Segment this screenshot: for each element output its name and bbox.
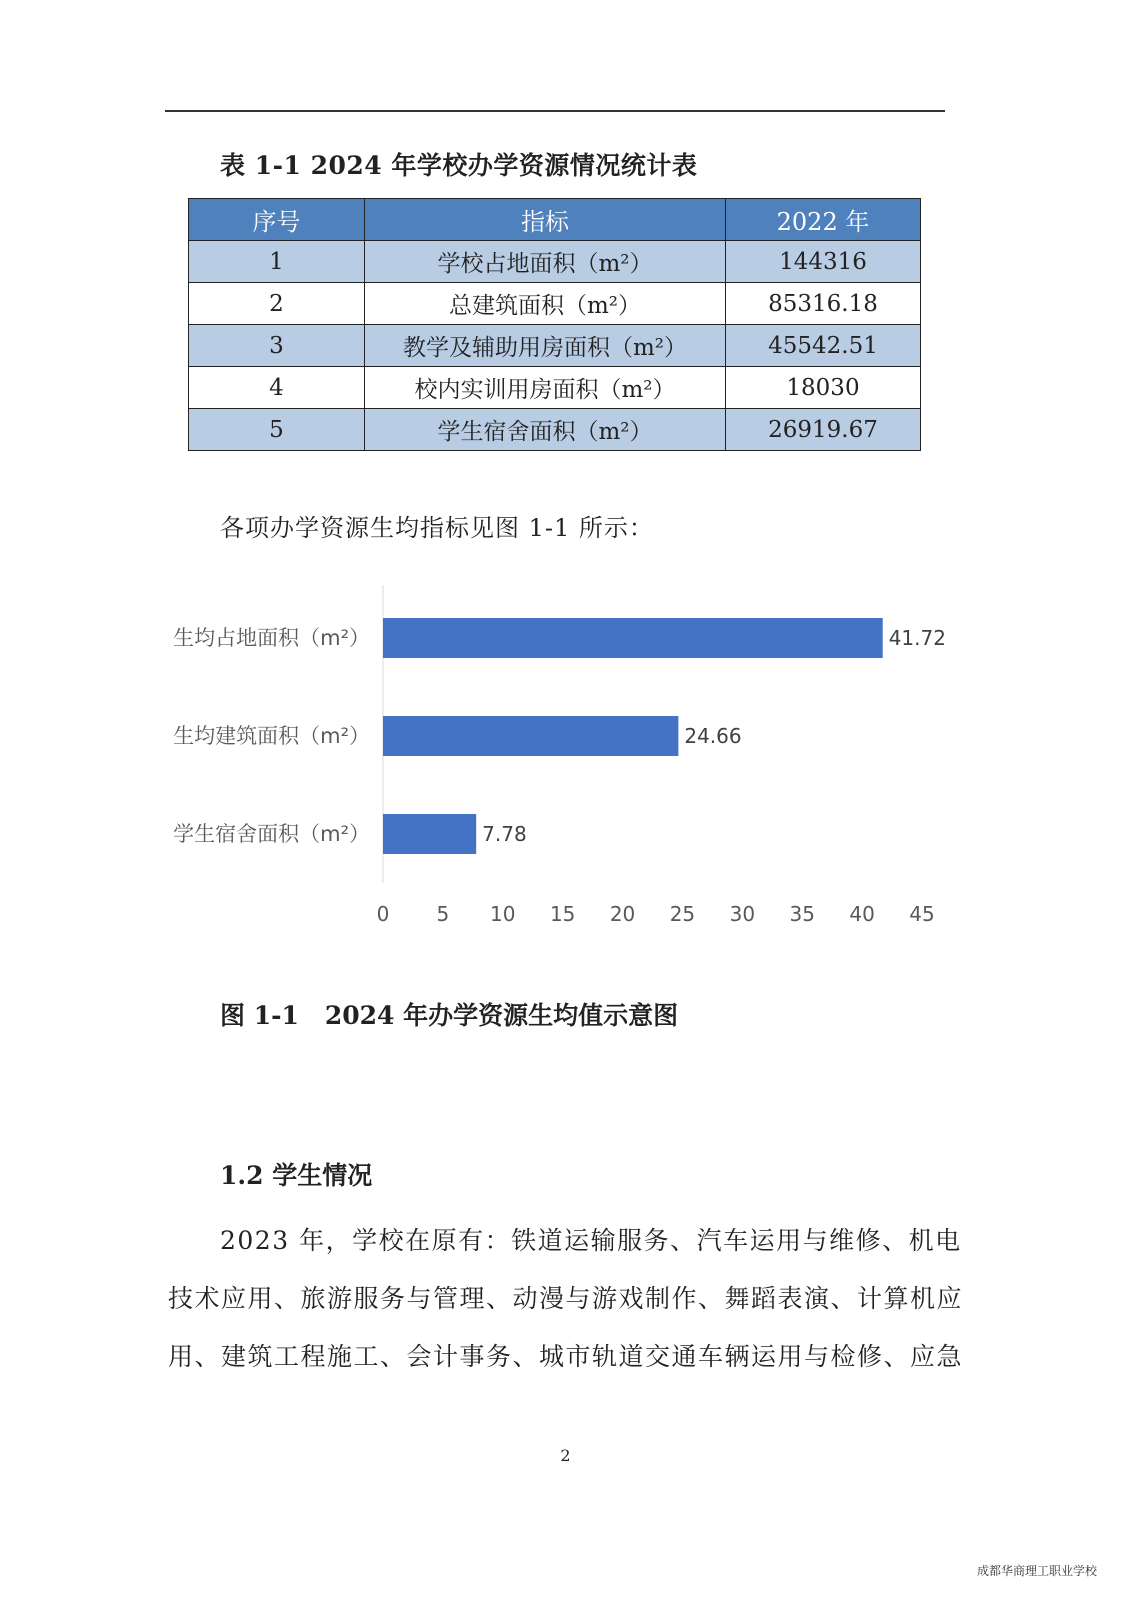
chart-tick-label: 45	[909, 902, 935, 926]
figure-title: 2024 年办学资源生均值示意图	[324, 1001, 679, 1030]
cell-value: 85316.18	[726, 283, 921, 325]
chart-tick-label: 10	[490, 902, 516, 926]
chart-data-label: 41.72	[888, 626, 946, 650]
page-number: 2	[560, 1446, 571, 1465]
cell-value: 18030	[726, 367, 921, 409]
chart-tick-label: 30	[729, 902, 756, 926]
cell-index: 5	[189, 409, 365, 451]
table-header-row	[189, 199, 921, 241]
section-heading: 1.2 学生情况	[220, 1161, 373, 1190]
body-text-line: 2023 年，学校在原有：铁道运输服务、汽车运用与维修、机电	[220, 1226, 962, 1255]
cell-indicator: 学校占地面积（m²）	[365, 241, 726, 283]
chart-data-label: 24.66	[684, 724, 742, 748]
cell-index: 3	[189, 325, 365, 367]
header-index: 序号	[189, 199, 365, 241]
resource-table	[188, 198, 921, 451]
chart-bar	[383, 618, 883, 658]
chart-tick-label: 0	[376, 902, 390, 926]
cell-value: 45542.51	[726, 325, 921, 367]
chart-data-label: 7.78	[482, 822, 527, 846]
table-caption: 表 1-1 2024 年学校办学资源情况统计表	[220, 151, 698, 180]
body-text-line: 技术应用、旅游服务与管理、动漫与游戏制作、舞蹈表演、计算机应	[168, 1284, 964, 1313]
cell-indicator: 校内实训用房面积（m²）	[365, 367, 726, 409]
bar-chart	[150, 580, 970, 950]
footer-school-name: 成都华商理工职业学校	[976, 1564, 1097, 1578]
header-rule	[165, 110, 945, 112]
cell-indicator: 总建筑面积（m²）	[365, 283, 726, 325]
chart-bar	[383, 716, 678, 756]
cell-index: 2	[189, 283, 365, 325]
cell-index: 1	[189, 241, 365, 283]
figure-caption	[220, 996, 678, 1032]
header-indicator: 指标	[365, 199, 726, 241]
cell-value: 26919.67	[726, 409, 921, 451]
body-text-line: 用、建筑工程施工、会计事务、城市轨道交通车辆运用与检修、应急	[168, 1342, 964, 1371]
chart-tick-label: 35	[789, 902, 815, 926]
chart-tick-label: 5	[436, 902, 450, 926]
table-row	[189, 241, 921, 283]
table-row	[189, 409, 921, 451]
chart-category-label: 生均占地面积（m²）	[173, 626, 370, 650]
cell-value: 144316	[726, 241, 921, 283]
figure-number: 图 1-1	[220, 1001, 299, 1030]
table-row	[189, 325, 921, 367]
cell-index: 4	[189, 367, 365, 409]
intro-paragraph: 各项办学资源生均指标见图 1-1 所示：	[220, 514, 654, 542]
chart-category-label: 学生宿舍面积（m²）	[173, 822, 370, 846]
cell-indicator: 教学及辅助用房面积（m²）	[365, 325, 726, 367]
chart-tick-label: 15	[549, 902, 576, 926]
cell-indicator: 学生宿舍面积（m²）	[365, 409, 726, 451]
table-row	[189, 367, 921, 409]
chart-category-label: 生均建筑面积（m²）	[173, 724, 370, 748]
table-row	[189, 283, 921, 325]
header-year: 2022 年	[726, 199, 921, 241]
chart-tick-label: 20	[609, 902, 636, 926]
chart-tick-label: 40	[849, 902, 875, 926]
chart-tick-label: 25	[669, 902, 696, 926]
chart-svg	[150, 580, 970, 950]
chart-bar	[383, 814, 476, 854]
